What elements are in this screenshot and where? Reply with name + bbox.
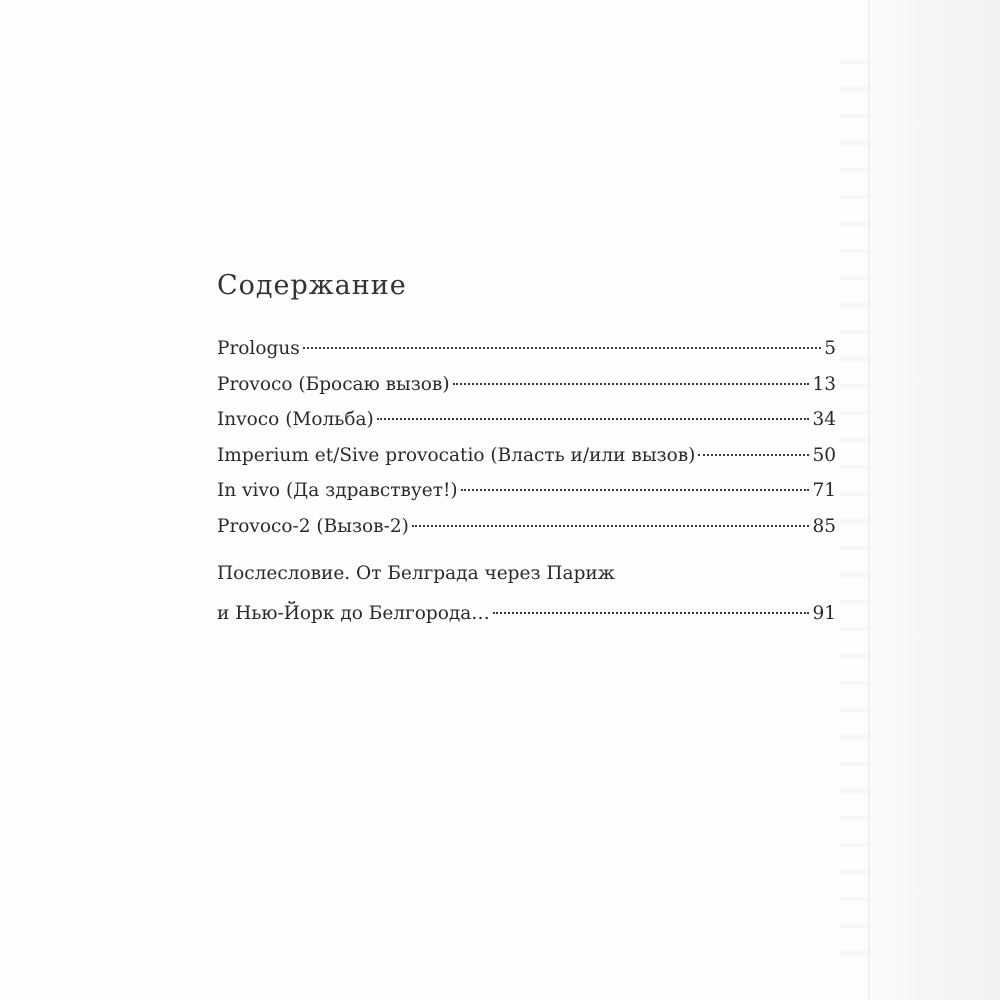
toc-afterword-line2: и Нью-Йорк до Белгорода… [217, 602, 490, 624]
toc-entry [217, 402, 836, 438]
facing-page-edge [872, 0, 1000, 1000]
toc-entry [217, 509, 836, 545]
toc-entry-page: 85 [812, 515, 836, 537]
toc-entry-page: 5 [824, 338, 836, 359]
toc-entry [217, 367, 836, 403]
toc-entry-page: 50 [812, 444, 836, 466]
toc-dot-leader [493, 612, 810, 614]
toc-afterword-line1: Послесловие. От Белграда через Париж [217, 563, 615, 584]
toc-dot-leader [412, 525, 810, 527]
toc-entry-page: 91 [812, 602, 836, 624]
toc-entry-afterword [217, 596, 836, 632]
toc-dot-leader [453, 383, 810, 385]
toc-entry [217, 438, 836, 474]
toc-entry-label: In vivo (Да здравствует!) [217, 480, 458, 501]
toc-title: Содержание [217, 270, 407, 301]
toc-entry-label: Imperium et/Sive provocatio (Власть и/или вызов) [217, 444, 696, 466]
toc-entry-label: Invoco (Мольба) [217, 409, 374, 430]
toc-entry [217, 473, 836, 509]
toc-entry-label: Provoco-2 (Вызов-2) [217, 515, 409, 537]
toc-dot-leader [461, 489, 810, 491]
toc-entry [217, 331, 836, 367]
toc-entry-label: Provoco (Бросаю вызов) [217, 373, 450, 395]
table-of-contents [217, 270, 836, 631]
page-fold-line [868, 0, 870, 1000]
toc-dot-leader [303, 347, 821, 349]
toc-dot-leader [698, 454, 809, 456]
toc-dot-leader [377, 418, 810, 420]
toc-entry-page: 34 [812, 409, 836, 430]
toc-entry-page: 13 [812, 373, 836, 395]
toc-entry-label: Prologus [217, 338, 300, 359]
toc-entry-page: 71 [812, 480, 836, 501]
